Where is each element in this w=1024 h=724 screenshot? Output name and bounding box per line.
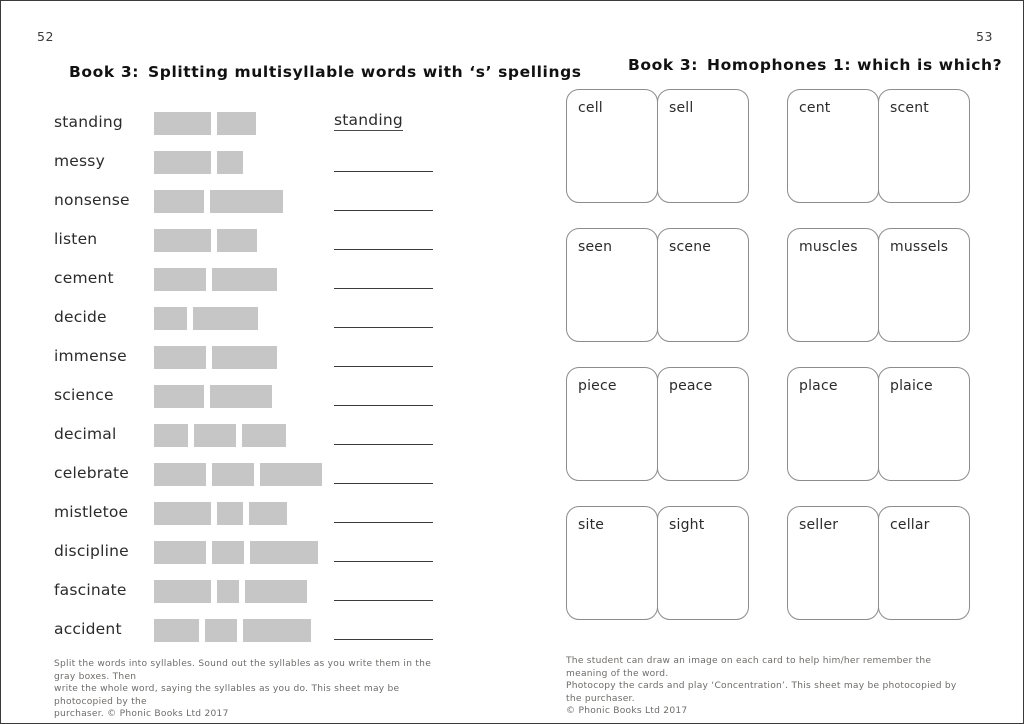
syllable-box[interactable] bbox=[212, 541, 244, 564]
syllable-box-strip bbox=[154, 268, 277, 291]
homophone-card-word: cent bbox=[799, 100, 831, 116]
homophone-card[interactable] bbox=[878, 89, 970, 203]
homophone-card-word: scene bbox=[669, 239, 712, 255]
syllable-box[interactable] bbox=[212, 346, 277, 369]
right-page bbox=[513, 1, 1024, 724]
answer-write-line[interactable] bbox=[334, 561, 433, 562]
syllable-exercise-row bbox=[1, 380, 461, 410]
whole-word-answer-slot[interactable] bbox=[334, 497, 433, 527]
homophone-card-word: muscles bbox=[799, 239, 858, 255]
syllable-box[interactable] bbox=[154, 151, 211, 174]
homophone-card[interactable] bbox=[657, 228, 749, 342]
homophone-card-word: seller bbox=[799, 517, 839, 533]
syllable-exercise-row bbox=[1, 302, 461, 332]
answer-write-line[interactable] bbox=[334, 288, 433, 289]
syllable-box-strip bbox=[154, 580, 307, 603]
homophone-card[interactable] bbox=[787, 228, 879, 342]
syllable-box[interactable] bbox=[217, 580, 239, 603]
syllable-box-strip bbox=[154, 151, 243, 174]
homophone-card[interactable] bbox=[787, 367, 879, 481]
whole-word-answer-slot[interactable] bbox=[334, 185, 433, 215]
right-page-number: 53 bbox=[976, 29, 993, 44]
homophone-card[interactable] bbox=[787, 506, 879, 620]
answer-write-line[interactable] bbox=[334, 522, 433, 523]
syllable-exercise-row bbox=[1, 263, 461, 293]
syllable-box[interactable] bbox=[154, 307, 187, 330]
syllable-exercise-row bbox=[1, 497, 461, 527]
syllable-box[interactable] bbox=[243, 619, 311, 642]
target-word: discipline bbox=[54, 542, 129, 560]
homophone-card-pair bbox=[566, 506, 749, 620]
whole-word-answer-slot[interactable] bbox=[334, 107, 433, 137]
target-word: mistletoe bbox=[54, 503, 129, 521]
left-page-number: 52 bbox=[37, 29, 54, 44]
homophone-card-pair bbox=[787, 89, 970, 203]
left-footnote-line-3: purchaser. © Phonic Books Ltd 2017 bbox=[54, 709, 229, 719]
syllable-box[interactable] bbox=[154, 463, 206, 486]
homophone-card-pair bbox=[566, 228, 749, 342]
answer-write-line[interactable] bbox=[334, 327, 433, 328]
right-page-title bbox=[628, 56, 1011, 74]
syllable-box[interactable] bbox=[250, 541, 318, 564]
target-word: immense bbox=[54, 347, 127, 365]
target-word: fascinate bbox=[54, 581, 127, 599]
whole-word-answer-slot[interactable] bbox=[334, 263, 433, 293]
whole-word-answer-slot[interactable] bbox=[334, 458, 433, 488]
syllable-box-strip bbox=[154, 385, 272, 408]
answer-write-line[interactable] bbox=[334, 600, 433, 601]
syllable-box-strip bbox=[154, 502, 287, 525]
syllable-box[interactable] bbox=[212, 463, 254, 486]
left-page bbox=[1, 1, 582, 724]
syllable-box[interactable] bbox=[154, 502, 211, 525]
syllable-exercise-row bbox=[1, 614, 461, 644]
target-word: science bbox=[54, 386, 114, 404]
homophone-card-pair bbox=[787, 506, 970, 620]
whole-word-answer-slot[interactable] bbox=[334, 146, 433, 176]
homophone-card[interactable] bbox=[787, 89, 879, 203]
syllable-box[interactable] bbox=[154, 268, 206, 291]
left-footnote-line-2: write the whole word, saying the syllables as you do. This sheet may be photocopied by the bbox=[54, 684, 400, 707]
answer-write-line[interactable] bbox=[334, 444, 433, 445]
homophone-card-word: piece bbox=[578, 378, 617, 394]
whole-word-answer-slot[interactable] bbox=[334, 614, 433, 644]
homophone-card-word: place bbox=[799, 378, 838, 394]
syllable-box-strip bbox=[154, 541, 318, 564]
right-title-book: Book 3: bbox=[628, 56, 698, 74]
homophone-card[interactable] bbox=[566, 89, 658, 203]
right-footnote-line-3: © Phonic Books Ltd 2017 bbox=[566, 706, 688, 716]
syllable-box[interactable] bbox=[242, 424, 286, 447]
syllable-box[interactable] bbox=[154, 541, 206, 564]
target-word: decide bbox=[54, 308, 107, 326]
homophone-card[interactable] bbox=[566, 506, 658, 620]
left-page-footnote bbox=[54, 658, 446, 721]
target-word: cement bbox=[54, 269, 114, 287]
syllable-box-strip bbox=[154, 190, 283, 213]
homophone-card[interactable] bbox=[878, 367, 970, 481]
homophone-card-word: cell bbox=[578, 100, 603, 116]
homophone-card-word: mussels bbox=[890, 239, 949, 255]
syllable-box[interactable] bbox=[154, 424, 188, 447]
homophone-card[interactable] bbox=[566, 228, 658, 342]
target-word: listen bbox=[54, 230, 98, 248]
target-word: accident bbox=[54, 620, 122, 638]
homophone-card-word: sell bbox=[669, 100, 694, 116]
syllable-exercise-row bbox=[1, 185, 461, 215]
syllable-box[interactable] bbox=[154, 385, 204, 408]
syllable-box[interactable] bbox=[217, 229, 257, 252]
syllable-box-strip bbox=[154, 463, 322, 486]
target-word: standing bbox=[54, 113, 123, 131]
answer-write-line[interactable] bbox=[334, 405, 433, 406]
syllable-exercise-row bbox=[1, 224, 461, 254]
whole-word-answer-slot[interactable] bbox=[334, 575, 433, 605]
syllable-exercise-row bbox=[1, 107, 461, 137]
syllable-box[interactable] bbox=[154, 346, 206, 369]
syllable-box[interactable] bbox=[210, 385, 272, 408]
left-title-topic: Splitting multisyllable words with ‘s’ spellings bbox=[148, 63, 582, 81]
syllable-box[interactable] bbox=[154, 580, 211, 603]
syllable-box[interactable] bbox=[245, 580, 307, 603]
homophone-card-word: scent bbox=[890, 100, 929, 116]
syllable-exercise-row bbox=[1, 458, 461, 488]
syllable-exercise-row bbox=[1, 341, 461, 371]
right-page-footnote bbox=[566, 655, 966, 718]
syllable-exercise-row bbox=[1, 575, 461, 605]
target-word: messy bbox=[54, 152, 105, 170]
homophone-card-word: cellar bbox=[890, 517, 930, 533]
syllable-box[interactable] bbox=[193, 307, 258, 330]
syllable-box[interactable] bbox=[154, 619, 199, 642]
homophone-card-word: plaice bbox=[890, 378, 933, 394]
right-title-topic: Homophones 1: which is which? bbox=[707, 56, 1003, 74]
whole-word-answer-slot[interactable] bbox=[334, 380, 433, 410]
syllable-box-strip bbox=[154, 346, 277, 369]
target-word: decimal bbox=[54, 425, 117, 443]
target-word: celebrate bbox=[54, 464, 130, 482]
homophone-card[interactable] bbox=[657, 89, 749, 203]
homophone-card-pair bbox=[787, 367, 970, 481]
left-title-book: Book 3: bbox=[69, 63, 139, 81]
homophone-card[interactable] bbox=[878, 506, 970, 620]
left-footnote-line-1: Split the words into syllables. Sound out the syllables as you write them in the gray boxes. Then bbox=[54, 659, 432, 682]
syllable-box[interactable] bbox=[205, 619, 237, 642]
whole-word-answer-slot[interactable] bbox=[334, 419, 433, 449]
answer-write-line[interactable] bbox=[334, 171, 433, 172]
homophone-card[interactable] bbox=[657, 367, 749, 481]
whole-word-answer-slot[interactable] bbox=[334, 224, 433, 254]
syllable-exercise-row bbox=[1, 419, 461, 449]
homophone-card-word: peace bbox=[669, 378, 713, 394]
syllable-box-strip bbox=[154, 619, 311, 642]
syllable-box-strip bbox=[154, 424, 286, 447]
syllable-box-strip bbox=[154, 112, 256, 135]
syllable-exercise-row bbox=[1, 146, 461, 176]
homophone-card[interactable] bbox=[657, 506, 749, 620]
syllable-box-strip bbox=[154, 229, 257, 252]
answer-write-line[interactable] bbox=[334, 210, 433, 211]
syllable-box-strip bbox=[154, 307, 258, 330]
homophone-card-pair bbox=[566, 89, 749, 203]
answer-word: standing bbox=[334, 111, 403, 129]
syllable-box[interactable] bbox=[212, 268, 277, 291]
syllable-box[interactable] bbox=[194, 424, 236, 447]
syllable-box[interactable] bbox=[260, 463, 322, 486]
syllable-box[interactable] bbox=[249, 502, 287, 525]
syllable-box[interactable] bbox=[154, 190, 204, 213]
answer-write-line[interactable] bbox=[334, 639, 433, 640]
target-word: nonsense bbox=[54, 191, 130, 209]
homophone-card-pair bbox=[787, 228, 970, 342]
answer-write-line[interactable] bbox=[334, 366, 433, 367]
answer-write-line[interactable] bbox=[334, 483, 433, 484]
homophone-card-word: sight bbox=[669, 517, 705, 533]
homophone-card[interactable] bbox=[878, 228, 970, 342]
syllable-box[interactable] bbox=[154, 229, 211, 252]
right-footnote-line-2: Photocopy the cards and play ‘Concentration’. This sheet may be photocopied by the purchaser. bbox=[566, 681, 957, 704]
whole-word-answer-slot[interactable] bbox=[334, 302, 433, 332]
syllable-box[interactable] bbox=[217, 151, 243, 174]
whole-word-answer-slot[interactable] bbox=[334, 536, 433, 566]
syllable-box[interactable] bbox=[217, 502, 243, 525]
syllable-box[interactable] bbox=[210, 190, 283, 213]
syllable-box[interactable] bbox=[217, 112, 256, 135]
homophone-card-word: site bbox=[578, 517, 605, 533]
right-footnote-line-1: The student can draw an image on each card to help him/her remember the meaning of the word. bbox=[566, 656, 932, 679]
homophone-card-word: seen bbox=[578, 239, 613, 255]
syllable-box[interactable] bbox=[154, 112, 211, 135]
homophone-card-pair bbox=[566, 367, 749, 481]
syllable-exercise-row bbox=[1, 536, 461, 566]
answer-write-line[interactable] bbox=[334, 249, 433, 250]
whole-word-answer-slot[interactable] bbox=[334, 341, 433, 371]
homophone-card[interactable] bbox=[566, 367, 658, 481]
